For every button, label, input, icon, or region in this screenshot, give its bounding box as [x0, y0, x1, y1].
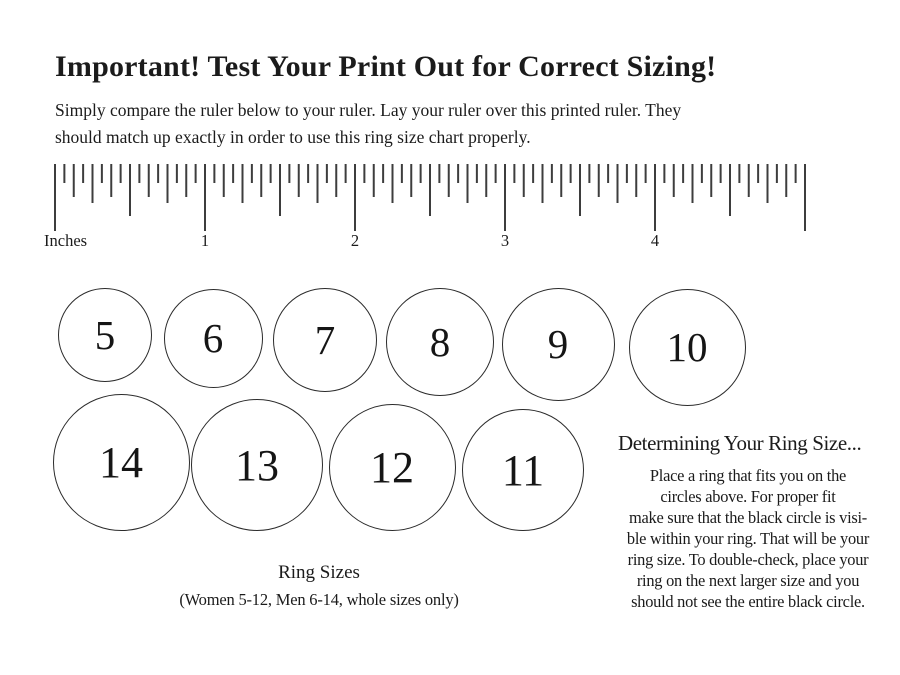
ring-circle-14 — [53, 394, 190, 531]
ring-sizes-caption — [119, 562, 519, 610]
ring-circle-8 — [386, 288, 494, 396]
ring-circle-13 — [191, 399, 323, 531]
ring-circle-12 — [329, 404, 456, 531]
ring-size-number: 7 — [314, 317, 336, 363]
ring-circle-5 — [58, 288, 152, 382]
instructions-line-5: ring size. To double-check, place your — [627, 550, 869, 569]
instructions-line-6: ring on the next larger size and you — [636, 571, 860, 590]
intro-paragraph — [55, 97, 681, 151]
ring-circle-6 — [164, 289, 263, 388]
page-title: Important! Test Your Print Out for Correct Sizing! — [55, 50, 717, 83]
instructions-line-4: ble within your ring. That will be your — [626, 529, 870, 548]
intro-line-1: Simply compare the ruler below to your ruler. Lay your ruler over this printed ruler. They — [55, 100, 682, 120]
ruler-labels — [0, 231, 900, 255]
intro-line-2: should match up exactly in order to use this ring size chart properly. — [55, 127, 531, 147]
ring-circle-10 — [629, 289, 746, 406]
ring-circle-11 — [462, 409, 584, 531]
ring-circle-7 — [273, 288, 377, 392]
ring-size-number: 5 — [94, 312, 116, 358]
ruler-ticks — [0, 164, 900, 234]
ring-size-number: 9 — [547, 321, 569, 367]
ring-size-number: 10 — [666, 324, 708, 370]
instructions-line-2: circles above. For proper fit — [660, 487, 836, 506]
ruler-inch-label-4: 4 — [650, 231, 660, 250]
instructions-heading: Determining Your Ring Size... — [618, 431, 862, 455]
ruler-inch-label-2: 2 — [350, 231, 360, 250]
ring-size-number: 12 — [370, 442, 414, 492]
instructions-body — [603, 465, 893, 612]
ring-size-number: 8 — [429, 319, 451, 365]
instructions-line-3: make sure that the black circle is visi- — [628, 508, 868, 527]
ruler-inch-label-3: 3 — [500, 231, 510, 250]
ruler-unit-label: Inches — [44, 231, 88, 250]
ruler-inch-label-1: 1 — [200, 231, 210, 250]
ring-size-number: 13 — [235, 440, 279, 490]
instructions-line-7: should not see the entire black circle. — [631, 592, 865, 611]
ring-size-number: 6 — [202, 315, 224, 361]
ring-size-number: 11 — [501, 445, 545, 495]
ring-circle-9 — [502, 288, 615, 401]
ring-size-number: 14 — [99, 437, 143, 487]
caption-title: Ring Sizes — [278, 562, 360, 583]
caption-subtitle: (Women 5-12, Men 6-14, whole sizes only) — [179, 590, 459, 609]
instructions-line-1: Place a ring that fits you on the — [649, 466, 847, 485]
